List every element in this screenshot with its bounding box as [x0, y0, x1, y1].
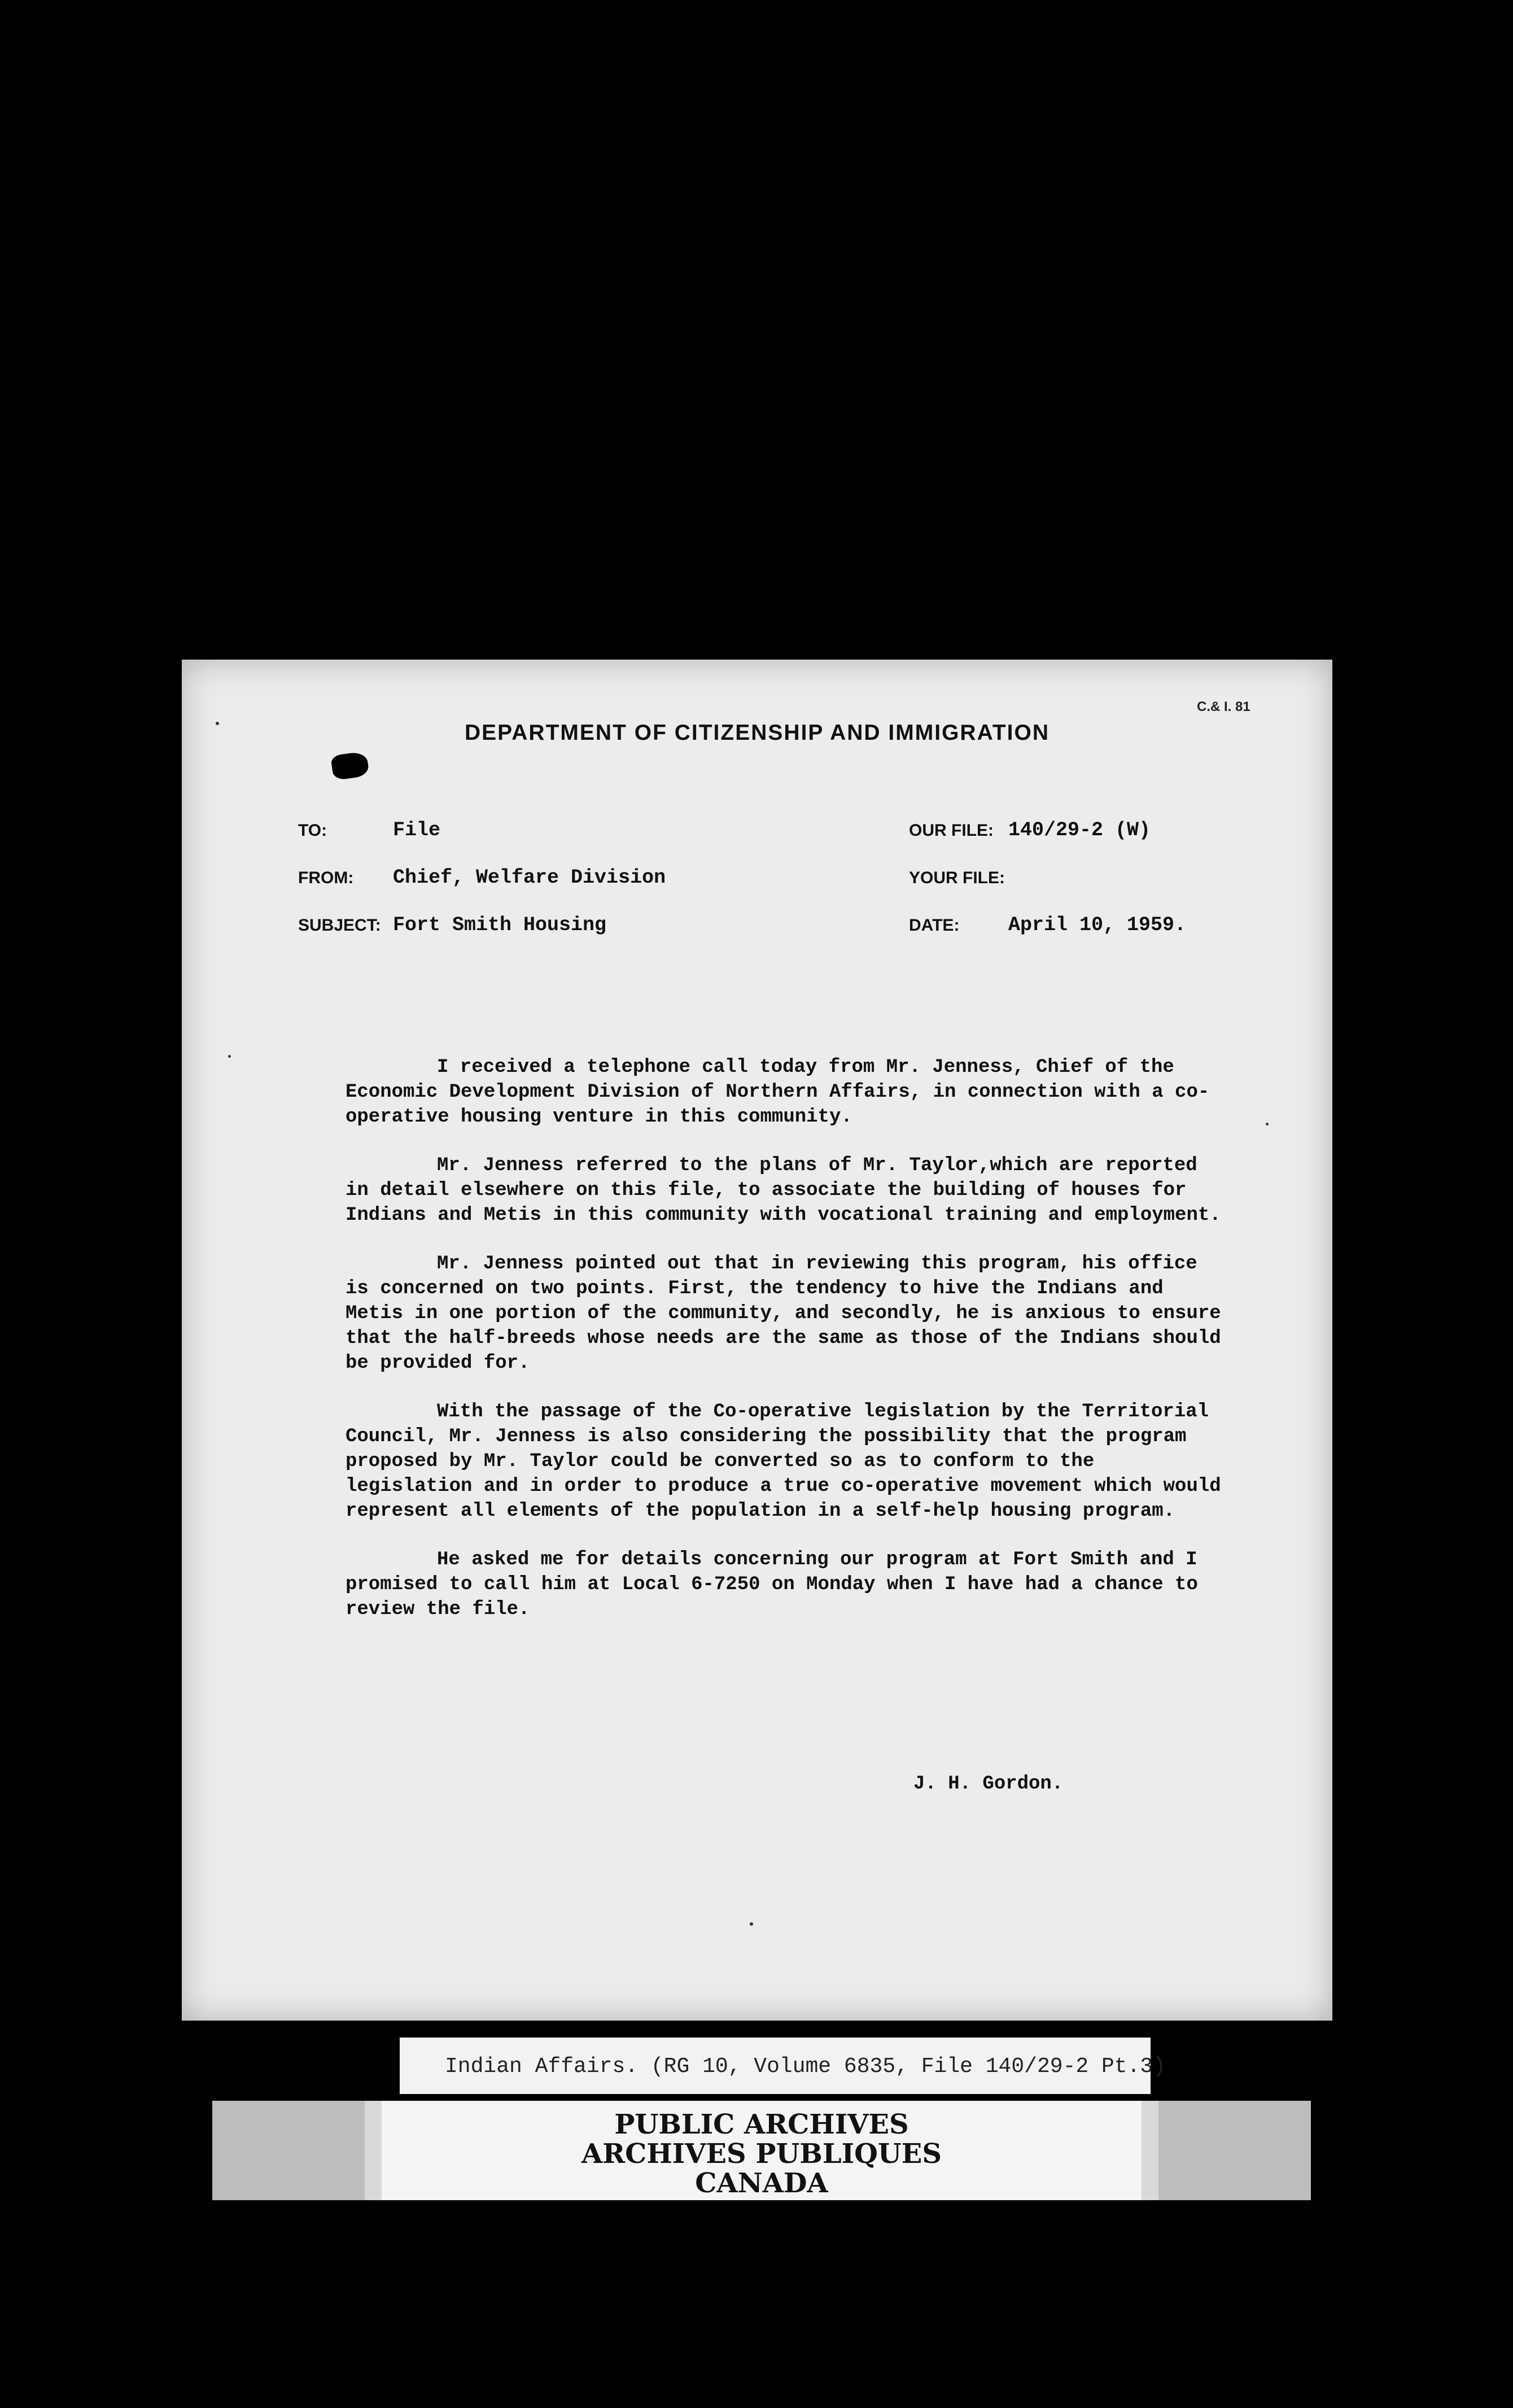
ink-blot-mark: [330, 751, 370, 780]
stamp-line-canada: CANADA: [695, 2167, 828, 2199]
paragraph: He asked me for details concerning our program at Fort Smith and I promised to call him at Local 6-7250 on Monday when I have had a chance to review the file.: [346, 1549, 1198, 1620]
signature: J. H. Gordon.: [913, 1773, 1064, 1795]
subject-label: SUBJECT:: [298, 916, 381, 935]
archive-reference-label: [400, 2038, 1166, 2094]
to-label: TO:: [298, 821, 327, 840]
memo-body: [346, 1055, 1226, 1646]
archive-stamp: [382, 2101, 1142, 2200]
to-value: File: [393, 819, 441, 841]
our-file-label: OUR FILE:: [909, 821, 994, 840]
memo-sheet: [182, 660, 1332, 2021]
scan-speck: [750, 1922, 753, 1926]
scan-speck: [216, 722, 219, 725]
archive-reference: Indian Affairs. (RG 10, Volume 6835, File 140/29-2 Pt.3): [445, 2054, 1166, 2079]
from-value: Chief, Welfare Division: [393, 866, 666, 889]
paragraph: Mr. Jenness referred to the plans of Mr. Taylor,which are reported in detail elsewhere on this file, to associate the building of houses for Indians and Metis in this community with vocational training and employment.: [346, 1155, 1221, 1226]
stamp-left-tab: [212, 2101, 365, 2200]
your-file-label: YOUR FILE:: [909, 869, 1005, 887]
stamp-line-public-archives: PUBLIC ARCHIVES: [614, 2109, 909, 2140]
subject-value: Fort Smith Housing: [393, 914, 607, 936]
paragraph: With the passage of the Co-operative legislation by the Territorial Council, Mr. Jenness is also considering the possibility that the program proposed by Mr. Taylor could be converted so as to conform to the legislation and in order to produce a true co-operative movement which would represent all elements of the population in a self-help housing program.: [346, 1401, 1221, 1522]
scan-speck: [1266, 1123, 1269, 1126]
stamp-line-archives-publiques: ARCHIVES PUBLIQUES: [581, 2138, 942, 2170]
paragraph: Mr. Jenness pointed out that in reviewing this program, his office is concerned on two points. First, the tendency to hive the Indians and Metis in one portion of the community, and secondly, he is anxious to ensure that the half-breeds whose needs are the same as those of the Indians should be provided for.: [346, 1253, 1221, 1374]
scan-speck: [228, 1055, 231, 1058]
paragraph: I received a telephone call today from Mr. Jenness, Chief of the Economic Development Division of Northern Affairs, in connection with a co-operative housing venture in this community.: [346, 1057, 1210, 1128]
department-letterhead: DEPARTMENT OF CITIZENSHIP AND IMMIGRATION: [464, 721, 1050, 745]
form-code: C.& I. 81: [1197, 699, 1250, 714]
date-label: DATE:: [909, 916, 960, 935]
our-file-value: 140/29-2 (W): [1008, 819, 1151, 841]
from-label: FROM:: [298, 869, 354, 887]
stamp-right-tab: [1158, 2101, 1311, 2200]
archive-stamp-band: [212, 2101, 1311, 2200]
date-value: April 10, 1959.: [1008, 914, 1187, 936]
